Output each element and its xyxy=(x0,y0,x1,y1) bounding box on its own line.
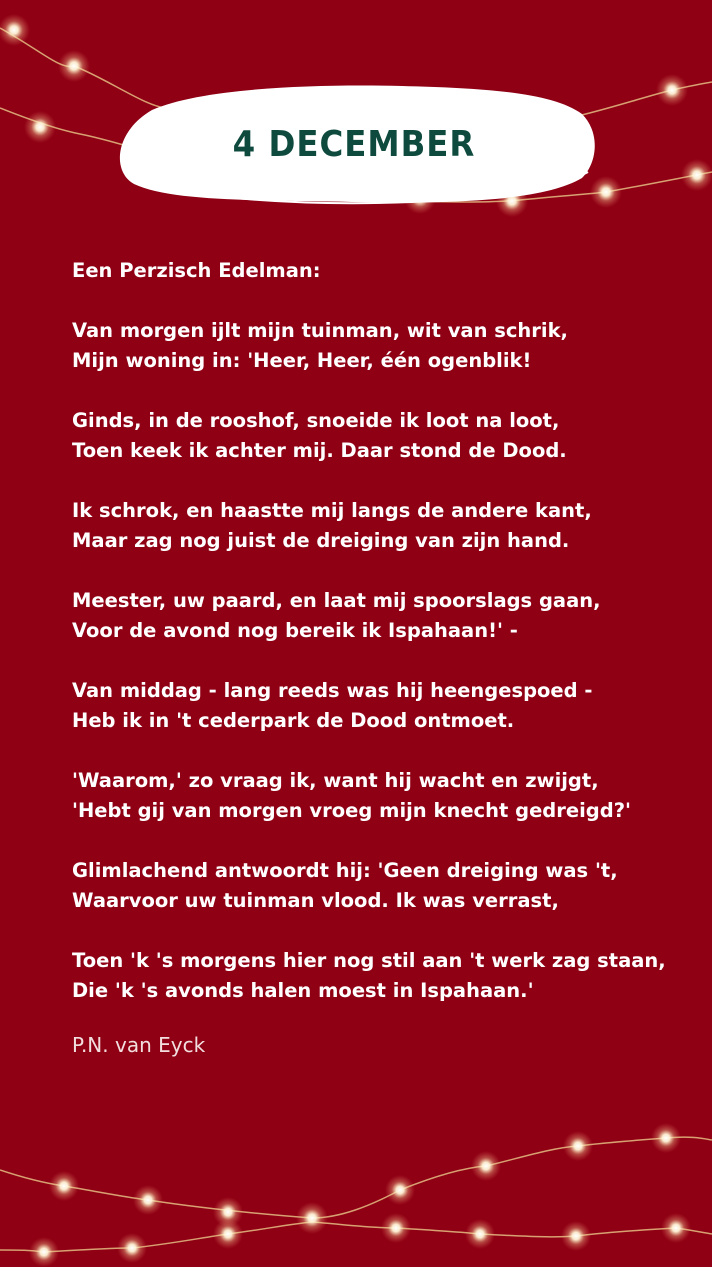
poem-line: Mijn woning in: 'Heer, Heer, één ogenblik! xyxy=(72,349,532,372)
light-bulb-icon xyxy=(563,1131,593,1161)
poem-line: Heb ik in 't cederpark de Dood ontmoet. xyxy=(72,709,515,732)
stanza xyxy=(72,316,692,376)
light-bulb-icon xyxy=(681,159,712,191)
poem-line: 'Hebt gij van morgen vroeg mijn knecht gedreigd?' xyxy=(72,799,631,822)
poem-line: Van morgen ijlt mijn tuinman, wit van schrik, xyxy=(72,319,568,342)
light-bulb-icon xyxy=(58,50,90,82)
poem-line: Ik schrok, en haastte mij langs de andere kant, xyxy=(72,499,592,522)
light-bulb-icon xyxy=(0,14,30,46)
stanza xyxy=(72,676,692,736)
light-bulb-icon xyxy=(133,1185,163,1215)
poem-line: Meester, uw paard, en laat mij spoorslags gaan, xyxy=(72,589,601,612)
light-bulb-icon xyxy=(213,1219,243,1249)
light-bulb-icon xyxy=(117,1233,147,1263)
poem-line: Glimlachend antwoordt hij: 'Geen dreiging was 't, xyxy=(72,859,618,882)
light-bulb-icon xyxy=(661,1213,691,1243)
light-bulb-icon xyxy=(24,111,56,143)
light-bulb-icon xyxy=(49,1171,79,1201)
poem-line: Waarvoor uw tuinman vlood. Ik was verrast, xyxy=(72,889,559,912)
light-bulb-icon xyxy=(381,1213,411,1243)
poem-line: Ginds, in de rooshof, snoeide ik loot na loot, xyxy=(72,409,560,432)
poem-line: Maar zag nog juist de dreiging van zijn hand. xyxy=(72,529,570,552)
poem xyxy=(72,256,692,1060)
stanza xyxy=(72,766,692,826)
light-bulb-icon xyxy=(296,1202,328,1234)
light-bulb-icon xyxy=(656,74,688,106)
light-bulb-icon xyxy=(29,1237,59,1267)
string-lights-bottom xyxy=(0,1100,712,1267)
poem-line: 'Waarom,' zo vraag ik, want hij wacht en zwijgt, xyxy=(72,769,599,792)
poem-line: Die 'k 's avonds halen moest in Ispahaan.' xyxy=(72,979,534,1002)
stanza xyxy=(72,856,692,916)
poem-author: P.N. van Eyck xyxy=(72,1033,206,1057)
stanza xyxy=(72,586,692,646)
stanza xyxy=(72,406,692,466)
poem-line: Toen 'k 's morgens hier nog stil aan 't werk zag staan, xyxy=(72,949,666,972)
stanza xyxy=(72,496,692,556)
poem-line: Voor de avond nog bereik ik Ispahaan!' - xyxy=(72,619,518,642)
light-bulb-icon xyxy=(471,1151,501,1181)
stanza xyxy=(72,946,692,1006)
light-bulb-icon xyxy=(465,1219,495,1249)
light-bulb-icon xyxy=(651,1123,681,1153)
poem-line: Van middag - lang reeds was hij heengespoed - xyxy=(72,679,593,702)
page-title: 4 DECEMBER xyxy=(232,124,476,165)
poem-line: Toen keek ik achter mij. Daar stond de Dood. xyxy=(72,439,567,462)
poem-title: Een Perzisch Edelman: xyxy=(72,259,321,282)
light-bulb-icon xyxy=(385,1175,415,1205)
light-bulb-icon xyxy=(561,1221,591,1251)
